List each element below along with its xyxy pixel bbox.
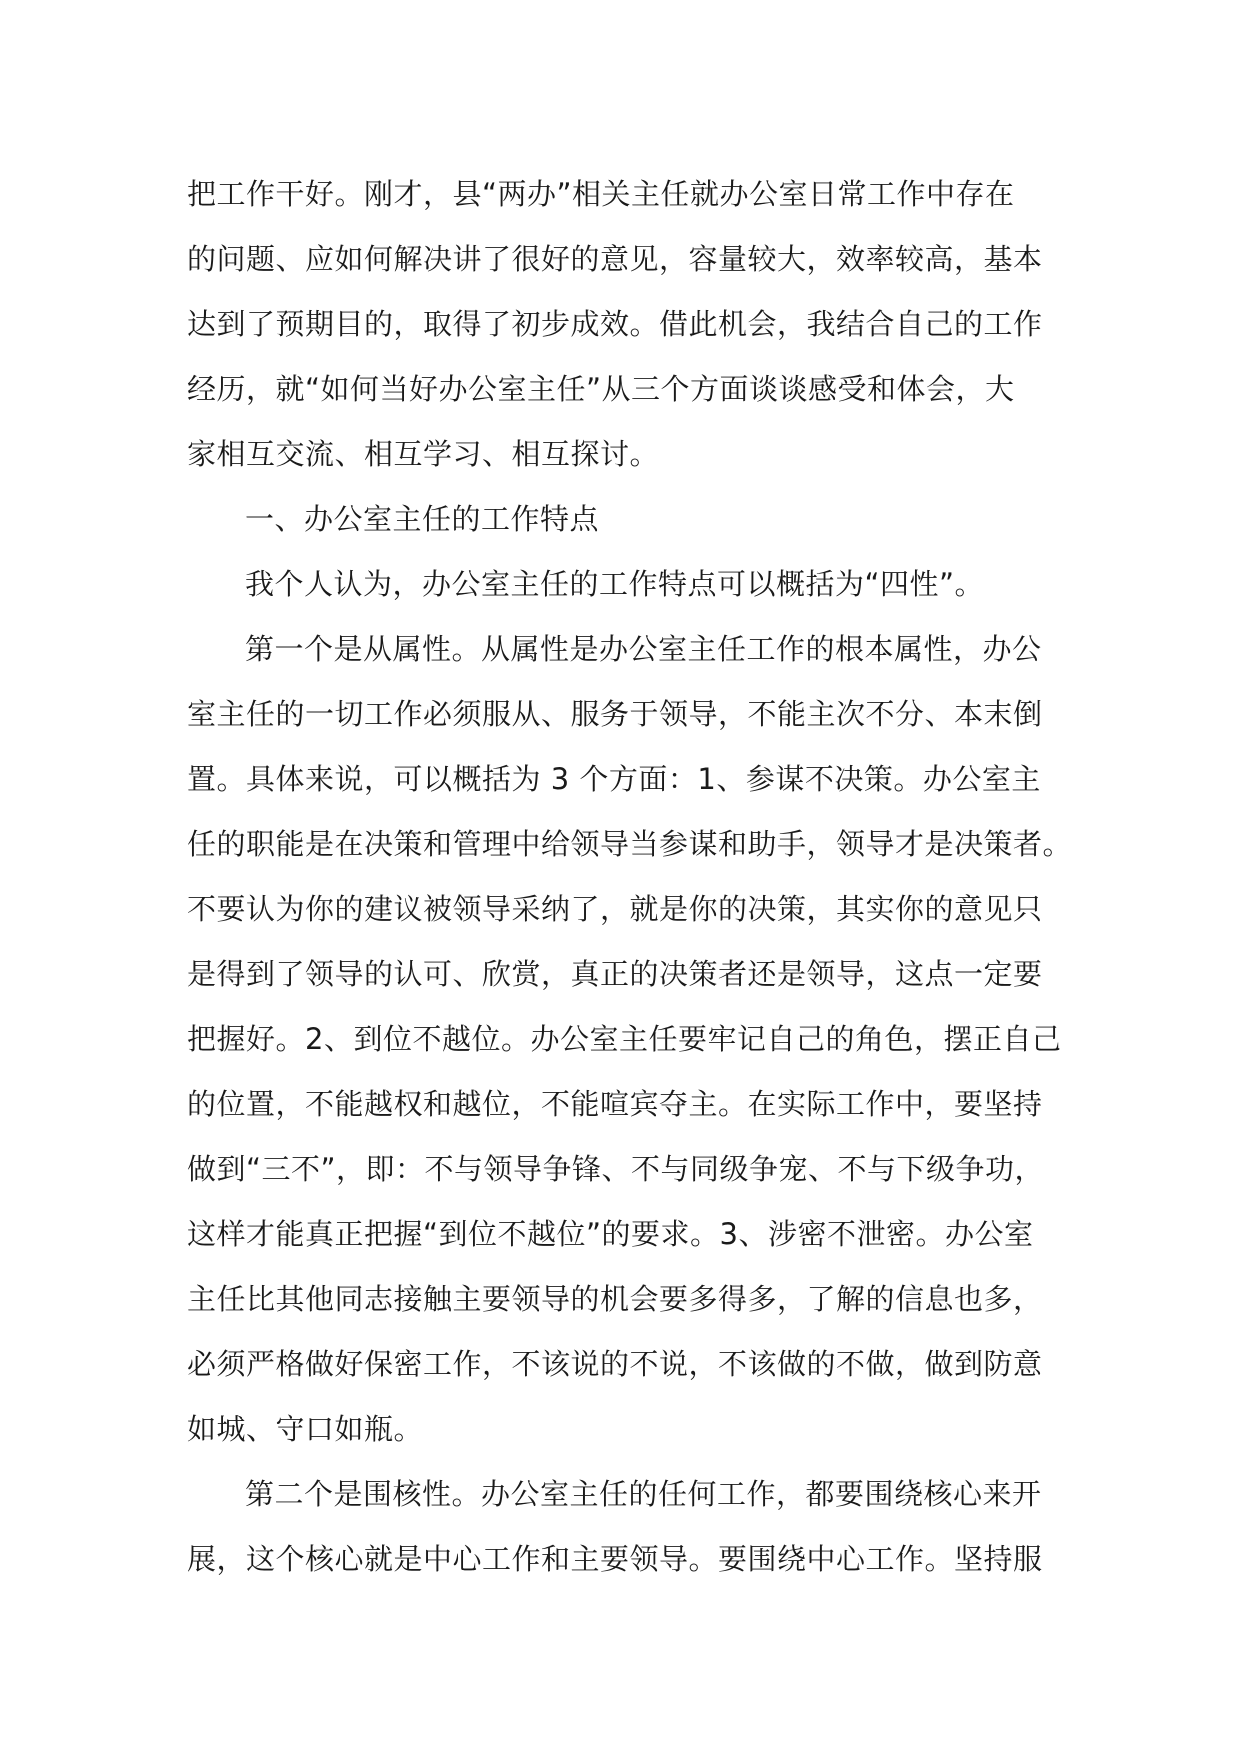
text-line: 经历，就“如何当好办公室主任”从三个方面谈谈感受和体会，大 (187, 372, 1015, 406)
text-line: 把握好。2、到位不越位。办公室主任要牢记自己的角色，摆正自己 (187, 1022, 1062, 1056)
text-line: 第一个是从属性。从属性是办公室主任工作的根本属性，办公 (245, 632, 1042, 666)
section-heading: 一、办公室主任的工作特点 (245, 502, 600, 536)
text-line: 任的职能是在决策和管理中给领导当参谋和助手，领导才是决策者。 (187, 827, 1073, 861)
text-line: 家相互交流、相互学习、相互探讨。 (187, 437, 660, 471)
text-line: 的问题、应如何解决讲了很好的意见，容量较大，效率较高，基本 (187, 242, 1043, 276)
text-line: 展，这个核心就是中心工作和主要领导。要围绕中心工作。坚持服 (187, 1542, 1043, 1576)
text-line: 达到了预期目的，取得了初步成效。借此机会，我结合自己的工作 (187, 307, 1043, 341)
text-line: 的位置，不能越权和越位，不能喧宾夺主。在实际工作中，要坚持 (187, 1087, 1043, 1121)
text-line: 室主任的一切工作必须服从、服务于领导，不能主次不分、本末倒 (187, 697, 1043, 731)
text-line: 如城、守口如瓶。 (187, 1412, 424, 1446)
text-line: 做到“三不”，即：不与领导争锋、不与同级争宠、不与下级争功， (187, 1152, 1045, 1186)
text-line: 不要认为你的建议被领导采纳了，就是你的决策，其实你的意见只 (187, 892, 1043, 926)
body-text (187, 162, 1073, 1592)
text-line: 主任比其他同志接触主要领导的机会要多得多，了解的信息也多， (187, 1282, 1043, 1316)
text-line: 我个人认为，办公室主任的工作特点可以概括为“四性”。 (245, 567, 985, 601)
text-line: 第二个是围核性。办公室主任的任何工作，都要围绕核心来开 (245, 1477, 1042, 1511)
text-line: 置。具体来说，可以概括为 3 个方面：1、参谋不决策。办公室主 (187, 762, 1041, 796)
text-line: 是得到了领导的认可、欣赏，真正的决策者还是领导，这点一定要 (187, 957, 1043, 991)
text-line: 这样才能真正把握“到位不越位”的要求。3、涉密不泄密。办公室 (187, 1217, 1034, 1251)
text-line: 必须严格做好保密工作，不该说的不说，不该做的不做，做到防意 (187, 1347, 1043, 1381)
text-line: 把工作干好。刚才，县“两办”相关主任就办公室日常工作中存在 (187, 177, 1015, 211)
